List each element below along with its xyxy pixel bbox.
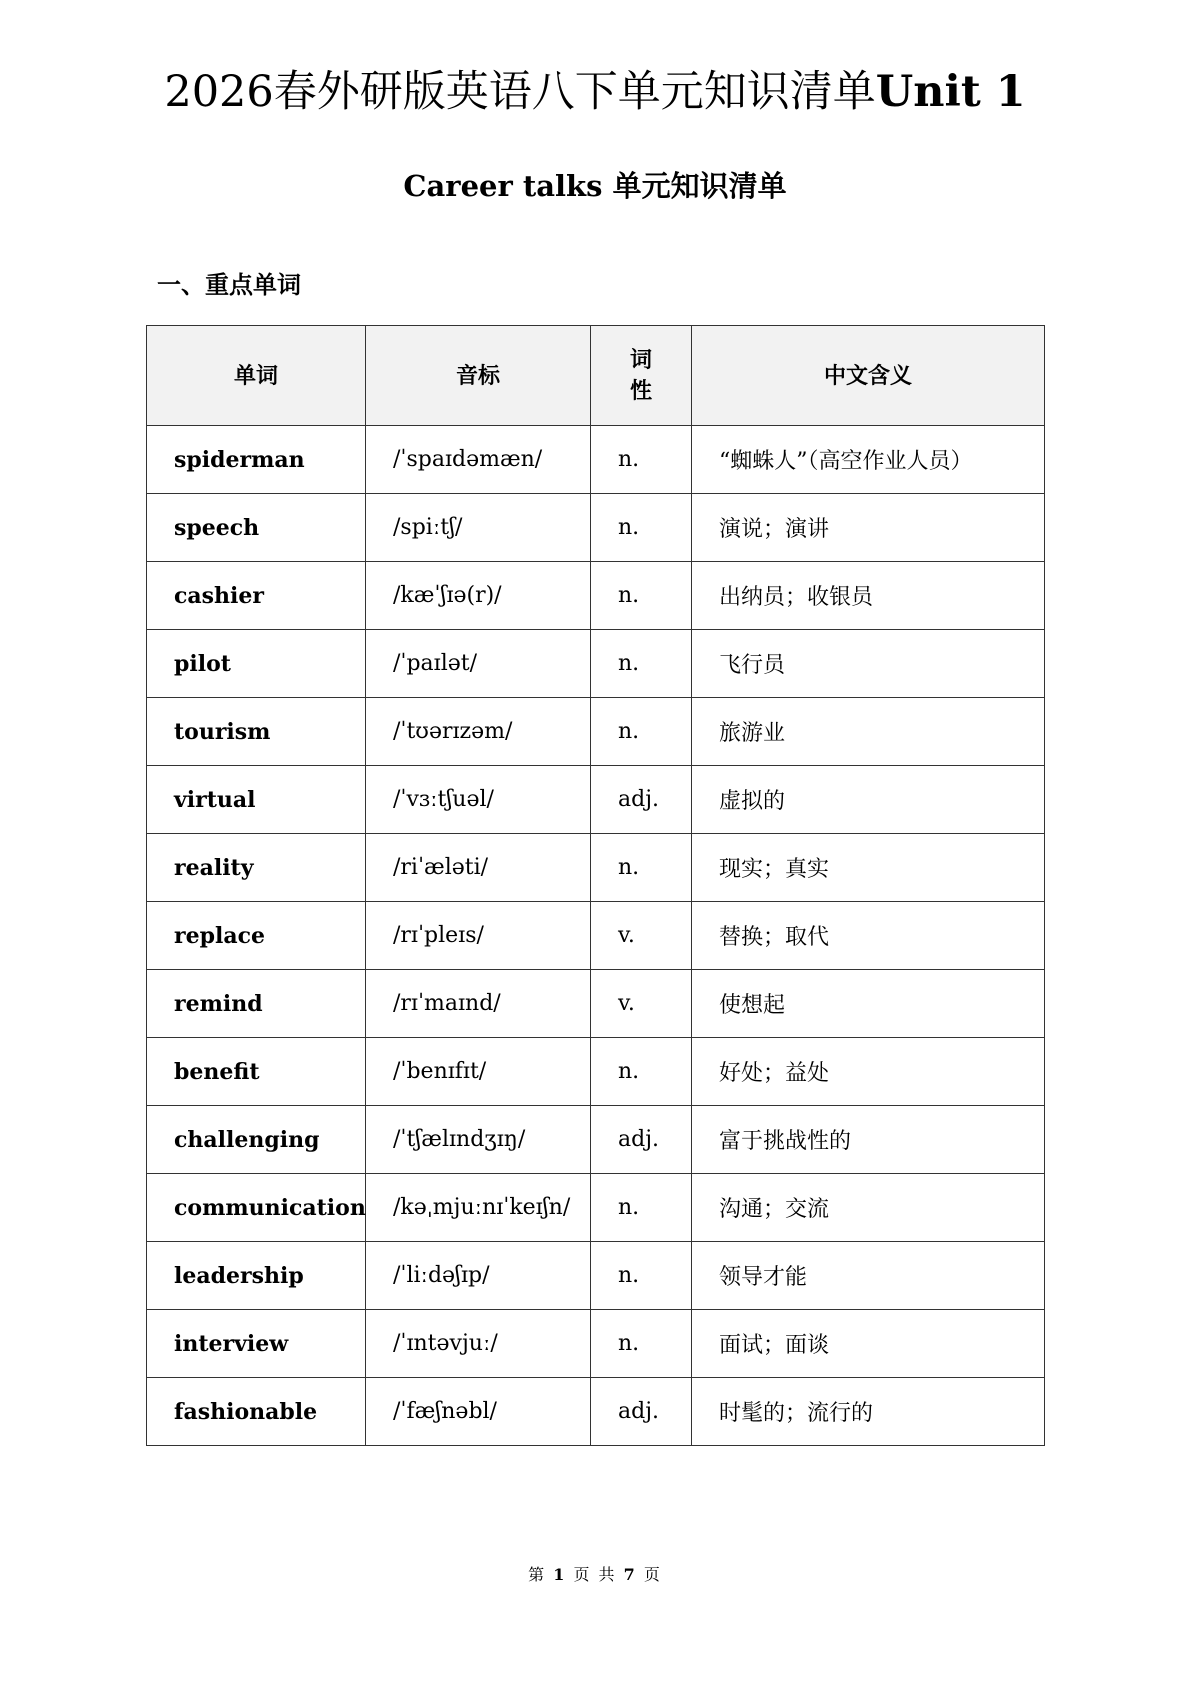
word-cell: replace — [147, 902, 366, 970]
phonetic-cell: /ˈɪntəvjuː/ — [366, 1310, 591, 1378]
table-row — [147, 902, 1045, 970]
pos-cell: adj. — [591, 766, 692, 834]
pos-cell: adj. — [591, 1106, 692, 1174]
pos-cell: n. — [591, 834, 692, 902]
table-row — [147, 1174, 1045, 1242]
meaning-cell: 旅游业 — [692, 698, 1045, 766]
table-row — [147, 970, 1045, 1038]
phonetic-cell: /ˈpaɪlət/ — [366, 630, 591, 698]
word-cell: cashier — [147, 562, 366, 630]
header-phonetic: 音标 — [366, 326, 591, 426]
table-row — [147, 1378, 1045, 1446]
header-word: 单词 — [147, 326, 366, 426]
meaning-cell: 时髦的；流行的 — [692, 1378, 1045, 1446]
header-meaning: 中文含义 — [692, 326, 1045, 426]
phonetic-cell: /rɪˈpleɪs/ — [366, 902, 591, 970]
word-cell: tourism — [147, 698, 366, 766]
title-unit: Unit 1 — [875, 67, 1026, 117]
table-row — [147, 426, 1045, 494]
footer-suffix: 页 — [643, 1565, 662, 1584]
pos-cell: n. — [591, 1242, 692, 1310]
page-title — [0, 62, 1190, 122]
phonetic-cell: /ˈvɜːtʃuəl/ — [366, 766, 591, 834]
table-row — [147, 698, 1045, 766]
footer-prefix: 第 — [528, 1565, 547, 1584]
meaning-cell: “蜘蛛人”（高空作业人员） — [692, 426, 1045, 494]
word-cell: spiderman — [147, 426, 366, 494]
pos-cell: n. — [591, 562, 692, 630]
word-cell: communication — [147, 1174, 366, 1242]
phonetic-cell: /ˈliːdəʃɪp/ — [366, 1242, 591, 1310]
word-cell: challenging — [147, 1106, 366, 1174]
word-cell: interview — [147, 1310, 366, 1378]
meaning-cell: 面试；面谈 — [692, 1310, 1045, 1378]
table-row — [147, 1242, 1045, 1310]
pos-cell: n. — [591, 630, 692, 698]
table-row — [147, 562, 1045, 630]
word-cell: remind — [147, 970, 366, 1038]
header-pos-label: 词性 — [629, 346, 652, 404]
table-row — [147, 834, 1045, 902]
word-cell: pilot — [147, 630, 366, 698]
meaning-cell: 沟通；交流 — [692, 1174, 1045, 1242]
phonetic-cell: /kəˌmjuːnɪˈkeɪʃn/ — [366, 1174, 591, 1242]
phonetic-cell: /kæˈʃɪə(r)/ — [366, 562, 591, 630]
table-row — [147, 1038, 1045, 1106]
pos-cell: n. — [591, 698, 692, 766]
meaning-cell: 出纳员；收银员 — [692, 562, 1045, 630]
section-heading: 一、重点单词 — [157, 270, 301, 299]
table-row — [147, 766, 1045, 834]
table-row — [147, 1310, 1045, 1378]
table-row — [147, 630, 1045, 698]
table-row — [147, 1106, 1045, 1174]
phonetic-cell: /rɪˈmaɪnd/ — [366, 970, 591, 1038]
pos-cell: n. — [591, 1174, 692, 1242]
meaning-cell: 使想起 — [692, 970, 1045, 1038]
footer-current-page: 1 — [553, 1565, 567, 1584]
word-cell: fashionable — [147, 1378, 366, 1446]
title-main: 2026春外研版英语八下单元知识清单 — [164, 67, 876, 117]
pos-cell: n. — [591, 1310, 692, 1378]
footer-total-pages: 7 — [623, 1565, 637, 1584]
pos-cell: adj. — [591, 1378, 692, 1446]
table-row — [147, 494, 1045, 562]
phonetic-cell: /ˈfæʃnəbl/ — [366, 1378, 591, 1446]
meaning-cell: 富于挑战性的 — [692, 1106, 1045, 1174]
meaning-cell: 飞行员 — [692, 630, 1045, 698]
pos-cell: n. — [591, 1038, 692, 1106]
phonetic-cell: /ˈtʃælɪndʒɪŋ/ — [366, 1106, 591, 1174]
word-cell: benefit — [147, 1038, 366, 1106]
subtitle: Career talks 单元知识清单 — [403, 169, 787, 203]
phonetic-cell: /ˈspaɪdəmæn/ — [366, 426, 591, 494]
phonetic-cell: /ˈbenɪfɪt/ — [366, 1038, 591, 1106]
meaning-cell: 好处；益处 — [692, 1038, 1045, 1106]
word-cell: virtual — [147, 766, 366, 834]
meaning-cell: 虚拟的 — [692, 766, 1045, 834]
table-header-row — [147, 326, 1045, 426]
word-cell: speech — [147, 494, 366, 562]
pos-cell: v. — [591, 970, 692, 1038]
word-cell: leadership — [147, 1242, 366, 1310]
page-footer — [0, 1564, 1190, 1586]
meaning-cell: 领导才能 — [692, 1242, 1045, 1310]
header-pos — [591, 326, 692, 426]
phonetic-cell: /ˈtʊərɪzəm/ — [366, 698, 591, 766]
pos-cell: v. — [591, 902, 692, 970]
phonetic-cell: /spiːtʃ/ — [366, 494, 591, 562]
pos-cell: n. — [591, 426, 692, 494]
pos-cell: n. — [591, 494, 692, 562]
vocabulary-table — [146, 325, 1045, 1446]
word-cell: reality — [147, 834, 366, 902]
meaning-cell: 演说；演讲 — [692, 494, 1045, 562]
phonetic-cell: /riˈæləti/ — [366, 834, 591, 902]
footer-middle: 页 共 — [573, 1565, 617, 1584]
meaning-cell: 现实；真实 — [692, 834, 1045, 902]
meaning-cell: 替换；取代 — [692, 902, 1045, 970]
